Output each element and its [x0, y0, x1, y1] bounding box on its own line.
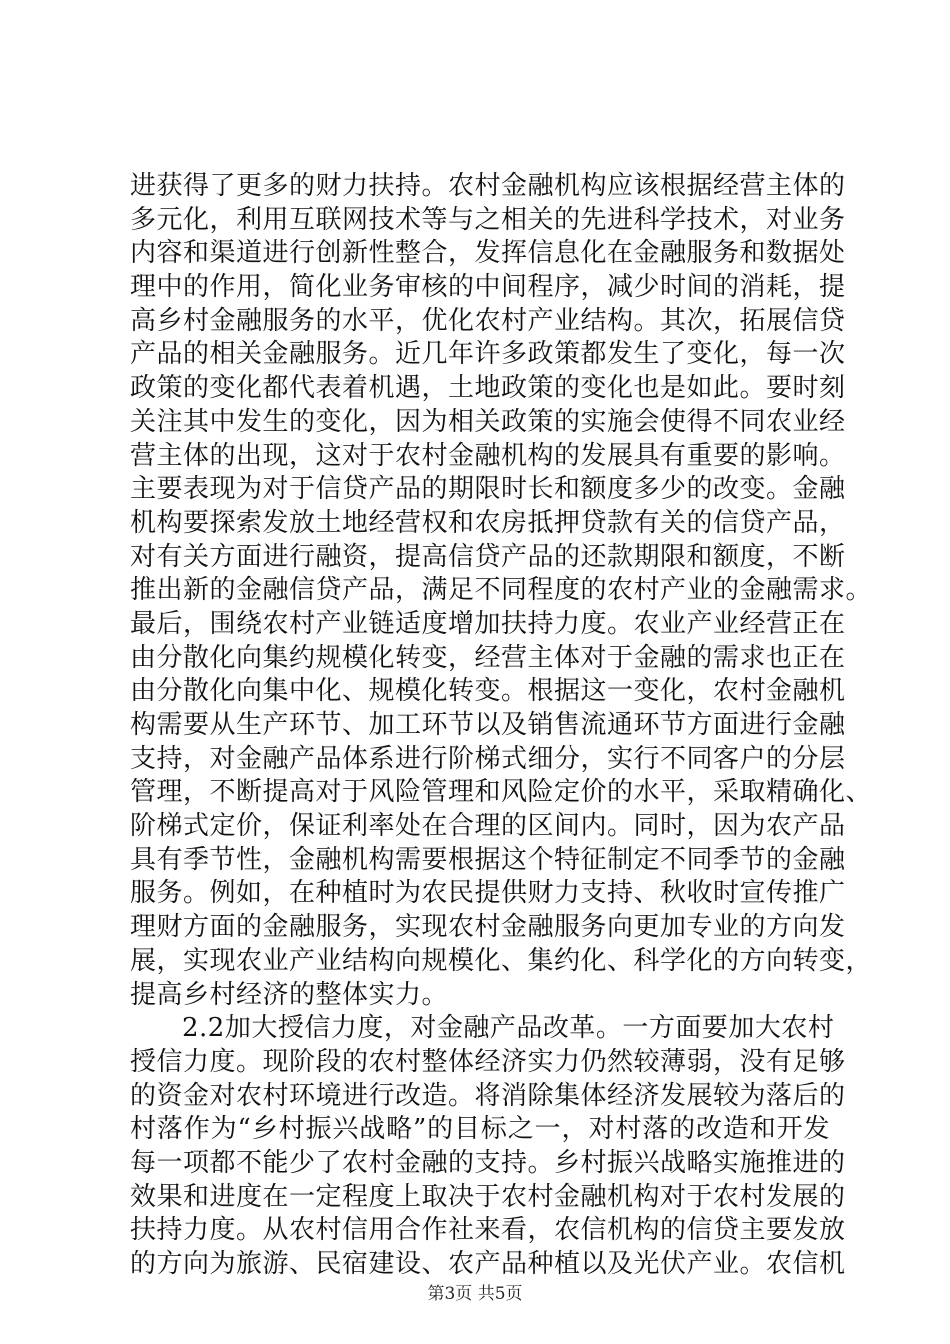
- text-line: 由分散化向集约规模化转变，经营主体对于金融的需求也正在: [130, 642, 846, 673]
- text-line: 的方向为旅游、民宿建设、农产品种植以及光伏产业。农信机: [130, 1249, 846, 1279]
- text-line: 阶梯式定价，保证利率处在合理的区间内。同时，因为农产品: [130, 811, 846, 842]
- text-line: 产品的相关金融服务。近几年许多政策都发生了变化，每一次: [130, 339, 846, 370]
- paragraph: [130, 170, 873, 1012]
- page-footer: [0, 1283, 950, 1305]
- text-line: 构需要从生产环节、加工环节以及销售流通环节方面进行金融: [130, 710, 846, 740]
- text-line: 管理，不断提高对于风险管理和风险定价的水平，采取精确化、: [130, 777, 873, 808]
- text-line: 关注其中发生的变化，因为相关政策的实施会使得不同农业经: [130, 406, 846, 437]
- text-line: 授信力度。现阶段的农村整体经济实力仍然较薄弱，没有足够: [130, 1046, 846, 1077]
- text-line: 的资金对农村环境进行改造。将消除集体经济发展较为落后的: [130, 1080, 846, 1111]
- text-line: 政策的变化都代表着机遇，土地政策的变化也是如此。要时刻: [130, 373, 846, 404]
- text-line: 提高乡村经济的整体实力。: [130, 979, 449, 1010]
- text-line: 最后，围绕农村产业链适度增加扶持力度。农业产业经营正在: [130, 608, 846, 639]
- text-line: 机构要探索发放土地经营权和农房抵押贷款有关的信贷产品，: [130, 507, 846, 538]
- text-line: 由分散化向集中化、规模化转变。根据这一变化，农村金融机: [130, 676, 846, 707]
- text-line: 具有季节性，金融机构需要根据这个特征制定不同季节的金融: [130, 844, 846, 875]
- text-line: 对有关方面进行融资，提高信贷产品的还款期限和额度，不断: [130, 541, 846, 572]
- text-line: 理财方面的金融服务，实现农村金融服务向更加专业的方向发: [130, 912, 846, 943]
- text-line: 每一项都不能少了农村金融的支持。乡村振兴战略实施推进的: [130, 1147, 846, 1178]
- text-line: 营主体的出现，这对于农村金融机构的发展具有重要的影响。: [130, 440, 846, 471]
- text-line: 服务。例如，在种植时为农民提供财力支持、秋收时宣传推广: [130, 878, 846, 909]
- text-line: 支持，对金融产品体系进行阶梯式细分，实行不同客户的分层: [130, 743, 846, 774]
- text-line: 内容和渠道进行创新性整合，发挥信息化在金融服务和数据处: [130, 238, 846, 269]
- text-line: 村落作为“乡村振兴战略”的目标之一，对村落的改造和开发: [130, 1114, 830, 1145]
- text-line: 进获得了更多的财力扶持。农村金融机构应该根据经营主体的: [130, 171, 846, 201]
- document-body: [130, 170, 873, 1282]
- text-line: 2.2加大授信力度，对金融产品改革。一方面要加大农村: [182, 1013, 835, 1044]
- text-line: 展，实现农业产业结构向规模化、集约化、科学化的方向转变，: [130, 945, 873, 976]
- text-line: 推出新的金融信贷产品，满足不同程度的农村产业的金融需求。: [130, 575, 873, 606]
- text-line: 高乡村金融服务的水平，优化农村产业结构。其次，拓展信贷: [130, 305, 846, 336]
- page-number-label: 第3页 共5页: [427, 1284, 523, 1304]
- text-line: 主要表现为对于信贷产品的期限时长和额度多少的改变。金融: [130, 474, 846, 505]
- text-line: 扶持力度。从农村信用合作社来看，农信机构的信贷主要发放: [130, 1215, 846, 1246]
- text-line: 多元化，利用互联网技术等与之相关的先进科学技术，对业务: [130, 204, 846, 235]
- text-line: 效果和进度在一定程度上取决于农村金融机构对于农村发展的: [130, 1181, 846, 1212]
- text-line: 理中的作用，简化业务审核的中间程序，减少时间的消耗，提: [130, 272, 846, 303]
- paragraph: [130, 1012, 846, 1282]
